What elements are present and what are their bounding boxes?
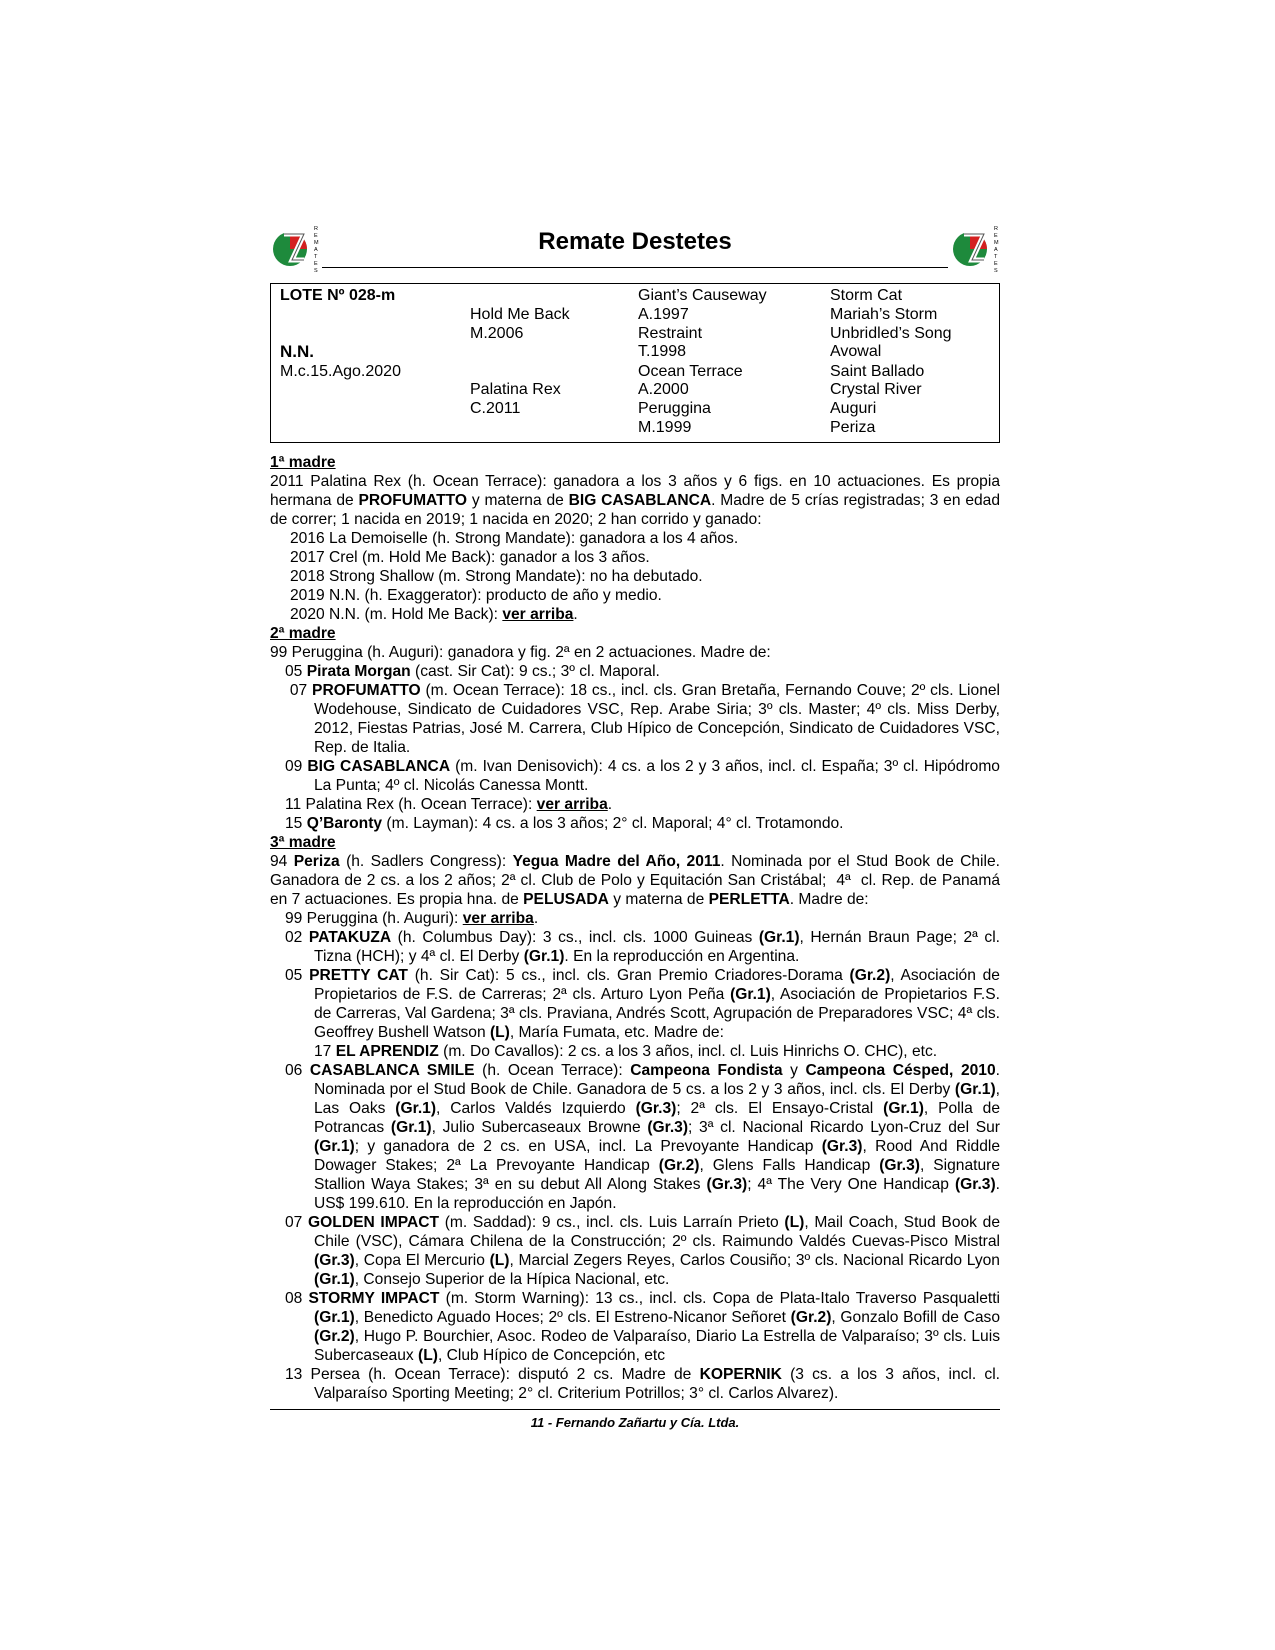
- list-item: 09 BIG CASABLANCA (m. Ivan Denisovich): 4 cs. a los 2 y 3 años, incl. cl. España; 3º cl. Hipódromo La Punta; 4º cl. Nicolás Canessa Montt.: [285, 758, 1000, 794]
- section-heading: 2ª madre: [270, 625, 336, 642]
- list-item: 99 Peruggina (h. Auguri): ver arriba.: [285, 910, 539, 927]
- svg-text:A: A: [994, 247, 998, 253]
- paragraph: 2011 Palatina Rex (h. Ocean Terrace): ganadora a los 3 años y 6 figs. en 10 actuaciones. Es propia hermana de PROFUMATTO y materna de BIG CASABLANCA. Madre de 5 crías registradas; 3 en edad de correr; 1 nacida en 2019; 1 nacida en 2020; 2 han corrido y ganado:: [270, 473, 1001, 528]
- list-item: 2017 Crel (m. Hold Me Back): ganador a los 3 años.: [290, 549, 650, 566]
- ver-arriba-link[interactable]: ver arriba: [536, 796, 608, 813]
- grandparent-year: A.2000: [638, 381, 689, 398]
- birth-info: M.c.15.Ago.2020: [280, 363, 401, 380]
- footer-rule: [270, 1409, 1000, 1410]
- list-item: 02 PATAKUZA (h. Columbus Day): 3 cs., incl. cls. 1000 Guineas (Gr.1), Hernán Braun Page; 2ª cl. Tizna (HCH); y 4ª cl. El Derby (Gr.1). En la reproducción en Argentina.: [285, 929, 1000, 965]
- grandparent-name: Peruggina: [638, 400, 711, 417]
- remates-logo: [950, 222, 1000, 272]
- pedigree-box: [270, 283, 1000, 443]
- great-grandparent: Storm Cat: [830, 287, 903, 304]
- catalog-body: [270, 453, 1000, 1403]
- horse-name: N.N.: [280, 342, 314, 361]
- list-item: 11 Palatina Rex (h. Ocean Terrace): ver arriba.: [285, 796, 613, 813]
- svg-text:E: E: [314, 261, 318, 267]
- svg-text:S: S: [314, 268, 318, 272]
- page-title: Remate Destetes: [538, 228, 732, 255]
- svg-text:R: R: [994, 226, 998, 232]
- svg-text:T: T: [314, 254, 318, 260]
- paragraph: 99 Peruggina (h. Auguri): ganadora y fig. 2ª en 2 actuaciones. Madre de:: [270, 644, 771, 661]
- great-grandparent: Crystal River: [830, 381, 922, 398]
- list-item: 2020 N.N. (m. Hold Me Back): ver arriba.: [290, 606, 578, 623]
- list-item: 05 PRETTY CAT (h. Sir Cat): 5 cs., incl. cls. Gran Premio Criadores-Dorama (Gr.2), Asociación de Propietarios de F.S. de Carreras; 2ª cls. Arturo Lyon Peña (Gr.1), Asociación de Propietarios F.S. de Carreras, Val Gardena; 3ª cls. Praviana, Andrés Scott, Agrupación de Preparadores VSC; 4ª cls. Geoffrey Bushell Watson (L), María Fumata, etc. Madre de:: [285, 967, 1000, 1041]
- list-item: 13 Persea (h. Ocean Terrace): disputó 2 cs. Madre de KOPERNIK (3 cs. a los 3 años, incl. cl. Valparaíso Sporting Meeting; 2° cl. Criterium Potrillos; 3° cl. Carlos Alvarez).: [285, 1366, 1001, 1402]
- great-grandparent: Avowal: [830, 343, 882, 360]
- list-item: 2019 N.N. (h. Exaggerator): producto de año y medio.: [290, 587, 662, 604]
- great-grandparent: Saint Ballado: [830, 363, 925, 380]
- grandparent-year: M.1999: [638, 419, 692, 436]
- great-grandparent: Mariah’s Storm: [830, 306, 938, 323]
- great-grandparent: Auguri: [830, 400, 877, 417]
- svg-text:T: T: [994, 254, 998, 260]
- section-heading: 3ª madre: [270, 834, 336, 851]
- svg-text:E: E: [994, 261, 998, 267]
- svg-text:R: R: [314, 226, 318, 232]
- section-heading: 1ª madre: [270, 454, 336, 471]
- page-footer: 11 - Fernando Zañartu y Cía. Ltda.: [530, 1415, 740, 1430]
- paragraph: 94 Periza (h. Sadlers Congress): Yegua Madre del Año, 2011. Nominada por el Stud Book de Chile. Ganadora de 2 cs. a los 2 años; 2ª cl. Club de Polo y Equitación San Cristábal; 4ª cl. Rep. de Panamá en 7 actuaciones. Es propia hna. de PELUSADA y materna de PERLETTA. Madre de:: [270, 853, 1000, 908]
- list-item: 08 STORMY IMPACT (m. Storm Warning): 13 cs., incl. cls. Copa de Plata-Italo Traverso Pasqualetti (Gr.1), Benedicto Aguado Hoces; 2º cls. El Estreno-Nicanor Señoret (Gr.2), Gonzalo Bofill de Caso (Gr.2), Hugo P. Bourchier, Asoc. Rodeo de Valparaíso, Diario La Estrella de Valparaíso; 3º cls. Luis Subercaseaux (L), Club Hípico de Concepción, etc: [285, 1290, 1000, 1364]
- grandparent-name: Ocean Terrace: [638, 363, 743, 380]
- great-grandparent: Unbridled’s Song: [830, 325, 952, 342]
- list-item: 17 EL APRENDIZ (m. Do Cavallos): 2 cs. a los 3 años, incl. cl. Luis Hinrichs O. CHC), etc.: [314, 1043, 938, 1060]
- great-grandparent: Periza: [830, 419, 876, 436]
- dam-name: Palatina Rex: [470, 381, 561, 398]
- document-page: [270, 222, 1000, 1430]
- lot-number: LOTE Nº 028-m: [280, 287, 396, 304]
- list-item: 2016 La Demoiselle (h. Strong Mandate): ganadora a los 4 años.: [290, 530, 739, 547]
- list-item: 2018 Strong Shallow (m. Strong Mandate): no ha debutado.: [290, 568, 703, 585]
- svg-text:S: S: [994, 268, 998, 272]
- svg-text:M: M: [994, 240, 999, 246]
- page-header: [270, 222, 1000, 270]
- grandparent-year: A.1997: [638, 306, 689, 323]
- list-item: 05 Pirata Morgan (cast. Sir Cat): 9 cs.; 3º cl. Maporal.: [285, 663, 660, 680]
- dam-year: C.2011: [470, 400, 521, 417]
- list-item: 15 Q’Baronty (m. Layman): 4 cs. a los 3 años; 2° cl. Maporal; 4° cl. Trotamondo.: [285, 815, 844, 832]
- list-item: 07 GOLDEN IMPACT (m. Saddad): 9 cs., incl. cls. Luis Larraín Prieto (L), Mail Coach, Stud Book de Chile (VSC), Cámara Chilena de la Construcción; 2º cls. Raimundo Valdés Cuevas-Pisco Mistral (Gr.3), Copa El Mercurio (L), Marcial Zegers Reyes, Carlos Cousiño; 3º cls. Nacional Ricardo Lyon (Gr.1), Consejo Superior de la Hípica Nacional, etc.: [285, 1214, 1000, 1288]
- list-item: 06 CASABLANCA SMILE (h. Ocean Terrace): Campeona Fondista y Campeona Césped, 2010. Nominada por el Stud Book de Chile. Ganadora de 5 cs. a los 2 y 3 años, incl. cls. El Derby (Gr.1), Las Oaks (Gr.1), Carlos Valdés Izquierdo (Gr.3); 2ª cls. El Ensayo-Cristal (Gr.1), Polla de Potrancas (Gr.1), Julio Subercaseaux Browne (Gr.3); 3ª cl. Nacional Ricardo Lyon-Cruz del Sur (Gr.1); y ganadora de 2 cs. en USA, incl. La Prevoyante Handicap (Gr.3), Rood And Riddle Dowager Stakes; 2ª La Prevoyante Handicap (Gr.2), Glens Falls Handicap (Gr.3), Signature Stallion Waya Stakes; 3ª en su debut All Along Stakes (Gr.3); 4ª The Very One Handicap (Gr.3). US$ 199.610. En la reproducción en Japón.: [285, 1062, 1001, 1212]
- svg-text:E: E: [994, 233, 998, 239]
- ver-arriba-link[interactable]: ver arriba: [462, 910, 534, 927]
- grandparent-name: Restraint: [638, 325, 703, 342]
- remates-logo: [270, 222, 320, 272]
- sire-name: Hold Me Back: [470, 306, 570, 323]
- svg-text:M: M: [314, 240, 319, 246]
- sire-year: M.2006: [470, 325, 524, 342]
- list-item: 07 PROFUMATTO (m. Ocean Terrace): 18 cs., incl. cls. Gran Bretaña, Fernando Couve; 2º cls. Lionel Wodehouse, Sindicato de Cuidadores VSC, Rep. Arabe Siria; 3º cls. Master; 4º cls. Miss Derby, 2012, Fiestas Patrias, José M. Carrera, Club Hípico de Concepción, Sindicato de Cuidadores VSC, Rep. de Italia.: [285, 682, 1001, 756]
- svg-text:A: A: [314, 247, 318, 253]
- grandparent-name: Giant’s Causeway: [638, 287, 767, 304]
- svg-text:E: E: [314, 233, 318, 239]
- grandparent-year: T.1998: [638, 343, 687, 360]
- title-underline: [322, 267, 948, 268]
- ver-arriba-link[interactable]: ver arriba: [502, 606, 574, 623]
